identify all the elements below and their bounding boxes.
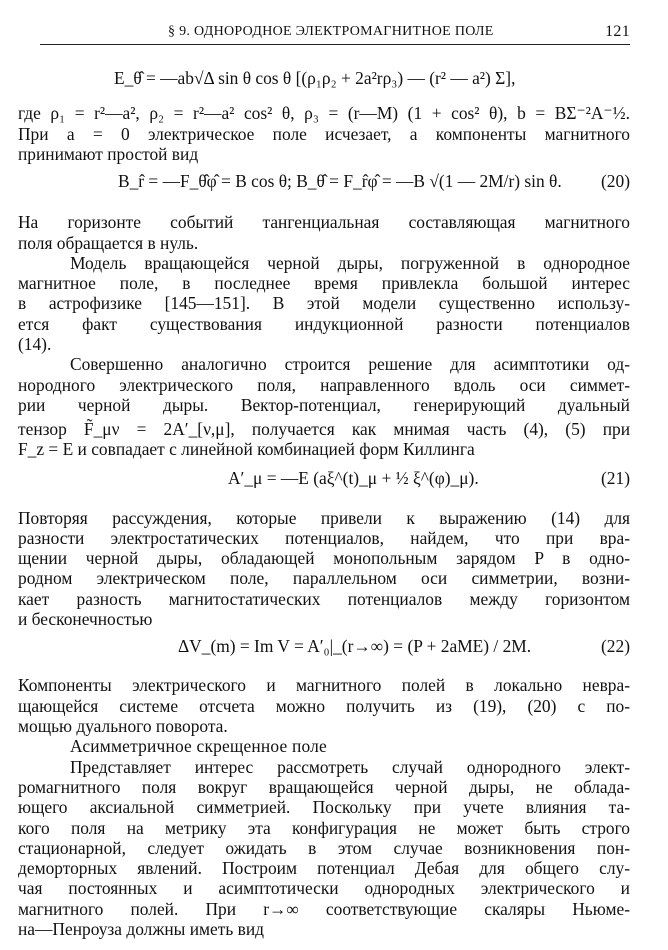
equation-22 (18, 628, 630, 668)
equation-body: A′_μ = —E (aξ^(t)_μ + ½ ξ^(φ)_μ). (228, 468, 479, 489)
text-line: F_z = E и совпадает с линейной комбинацией форм Киллинга (18, 439, 475, 460)
page-number: 121 (605, 23, 630, 40)
equation-21 (18, 460, 630, 500)
text-line: магнитного полей. При r→∞ соответствующие скаляры Ньюме- (18, 898, 630, 919)
text-line: мощью дуального поворота. (18, 716, 228, 737)
text-line: кого поля на метрику эта конфигурация не может быть строго (18, 817, 630, 838)
equation-number: (20) (601, 171, 630, 192)
text-line: принимают простой вид (18, 144, 199, 165)
text-line: Компоненты электрического и магнитного полей в локально невра- (18, 675, 630, 696)
text-line: Повторяя рассуждения, которые привели к выражению (14) для (18, 507, 630, 528)
equation-number: (21) (601, 468, 630, 489)
text-line: родном электрическом поле, параллельном оси симметрии, возни- (18, 568, 630, 589)
text-line: ется факт существования индукционной разности потенциалов (18, 313, 630, 334)
text-line: тензор F̃_μν = 2A′_[ν,μ], получается как мнимая часть (4), (5) при (18, 418, 630, 439)
text-line: ромагнитного поля вокруг вращающейся черной дыры, не облада- (18, 776, 630, 797)
text-line: При a = 0 электрическое поле исчезает, а компоненты магнитного (18, 123, 630, 144)
equation-number: (22) (601, 636, 630, 657)
equation-body: E_θ̂ = —ab√Δ sin θ cos θ [(ρ₁ρ₂ + 2a²rρ₃) — (r² — a²) Σ], (114, 68, 516, 88)
text-line: (14). (18, 334, 52, 355)
text-line: поля обращается в нуль. (18, 232, 199, 253)
text-line: в астрофизике [145—151]. В этой модели существенно использу- (18, 293, 630, 314)
equation-20 (18, 163, 630, 203)
text-line: ющего аксиальной симметрией. Поскольку при учете влияния та- (18, 797, 630, 818)
text-line: разности электростатических потенциалов, найдем, что при вра- (18, 527, 630, 548)
text-line: магнитное поле, в последнее время привлекла большой интерес (18, 273, 630, 294)
text-line: щающейся системе отсчета можно получить из (19), (20) с по- (18, 695, 630, 716)
equation-e-theta (18, 60, 630, 100)
text-line: кает разность магнитостатических потенциалов между горизонтом (18, 588, 630, 609)
equation-body: ΔV_(m) = Im V = A′₀|_(r→∞) = (P + 2aME) / 2M. (178, 636, 532, 657)
text-line: чая постоянных и асимптотически однородных электрического и (18, 878, 630, 899)
text-line: Совершенно аналогично строится решение для асимптотики од- (70, 354, 630, 375)
text-line: стационарной, следует ожидать в этом случае возникновения пон- (18, 837, 630, 858)
text-line: Модель вращающейся черной дыры, погруженной в однородное (70, 252, 630, 273)
text-line: щении черной дыры, обладающей монопольным зарядом P в одно- (18, 548, 630, 569)
text-line: нородного электрического поля, направленного вдоль оси симмет- (18, 374, 630, 395)
section-title: § 9. ОДНОРОДНОЕ ЭЛЕКТРОМАГНИТНОЕ ПОЛЕ (168, 24, 494, 39)
running-header (40, 22, 630, 45)
text-line: деморторных явлений. Построим потенциал Дебая для общего слу- (18, 858, 630, 879)
text-line: и бесконечностью (18, 609, 153, 629)
subsection-heading: Асимметричное скрещенное поле (70, 736, 327, 757)
text-line: рии черной дыры. Вектор-потенциал, генерирующий дуальный (18, 394, 630, 415)
equation-body: B_r̂ = —F_θ̂φ̂ = B cos θ; B_θ̂ = F_r̂φ̂ = —B √(1 — 2M/r) sin θ. (118, 171, 562, 192)
text-line: На горизонте событий тангенциальная составляющая магнитного (18, 212, 630, 233)
text-line: Представляет интерес рассмотреть случай однородного элект- (70, 756, 630, 777)
text-line: на—Пенроуза должны иметь вид (18, 919, 264, 939)
text-line: где ρ₁ = r²—a², ρ₂ = r²—a² cos² θ, ρ₃ = (r—M) (1 + cos² θ), b = BΣ⁻²A⁻½. (18, 103, 630, 124)
